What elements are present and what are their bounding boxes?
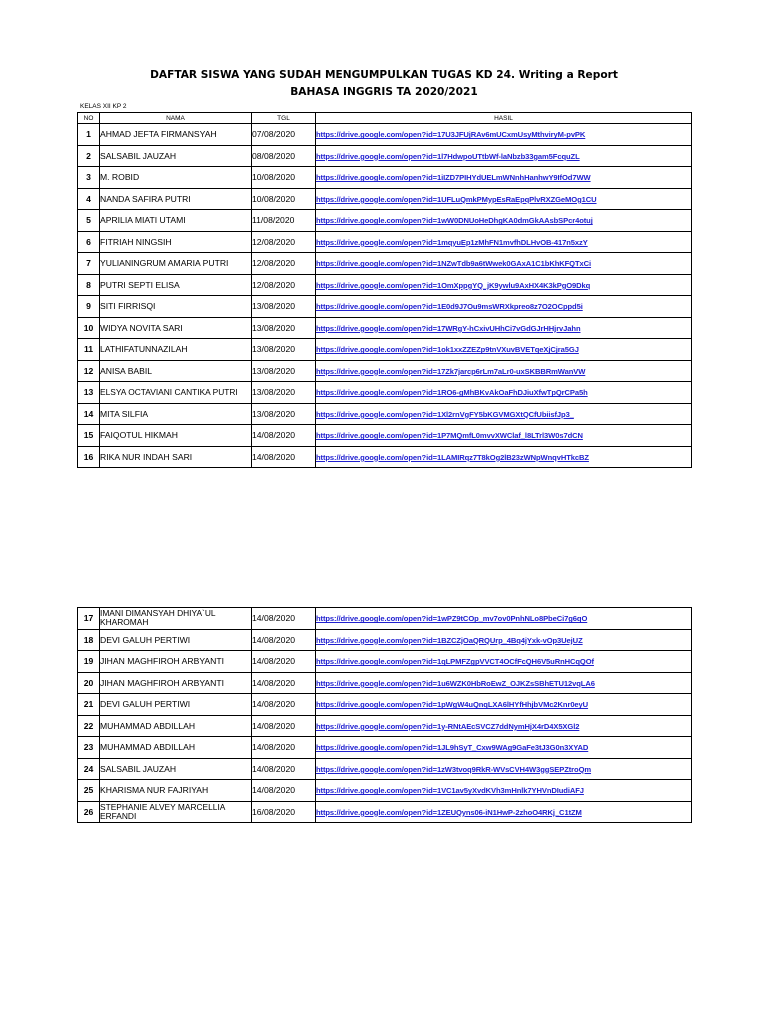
submission-date: 12/08/2020 <box>252 253 316 275</box>
student-name: M. ROBID <box>100 167 252 189</box>
student-name: DEVI GALUH PERTIWI <box>100 694 252 716</box>
class-label: KELAS XII KP 2 <box>80 103 127 110</box>
table-row <box>78 167 692 189</box>
submission-date: 11/08/2020 <box>252 210 316 232</box>
drive-link[interactable]: https://drive.google.com/open?id=17Zk7jarcp6rLm7aLr0-uxSKBBRmWanVW <box>316 366 586 376</box>
drive-link[interactable]: https://drive.google.com/open?id=1NZwTdb9a6tWwek0GAxA1C1bKhKFQTxCi <box>316 259 592 269</box>
row-number: 23 <box>78 737 100 759</box>
student-name: MITA SILFIA <box>100 403 252 425</box>
row-number: 15 <box>78 425 100 447</box>
header-nama: NAMA <box>100 113 252 124</box>
table-row <box>78 210 692 232</box>
student-name: JIHAN MAGHFIROH ARBYANTI <box>100 672 252 694</box>
student-name: ELSYA OCTAVIANI CANTIKA PUTRI <box>100 382 252 404</box>
row-number: 6 <box>78 231 100 253</box>
row-number: 19 <box>78 651 100 673</box>
table-row <box>78 403 692 425</box>
drive-link[interactable]: https://drive.google.com/open?id=1VC1av5yXvdKVh3mHnlk7YHVnDIudiAFJ <box>316 786 584 796</box>
table-row <box>78 651 692 673</box>
student-name: STEPHANIE ALVEY MARCELLIA ERFANDI <box>100 801 252 823</box>
drive-link[interactable]: https://drive.google.com/open?id=1wPZ9tCOp_mv7ov0PnhNLo8PbeCi7g6qO <box>316 614 588 624</box>
result-cell <box>316 145 692 167</box>
submission-date: 13/08/2020 <box>252 360 316 382</box>
result-cell <box>316 715 692 737</box>
table-row <box>78 446 692 468</box>
row-number: 4 <box>78 188 100 210</box>
table-row <box>78 758 692 780</box>
document-title: DAFTAR SISWA YANG SUDAH MENGUMPULKAN TUGAS KD 24. Writing a Report <box>150 69 618 81</box>
drive-link[interactable]: https://drive.google.com/open?id=17U3JFUjRAv6mUCxmUsyMthviryM-pvPK <box>316 130 586 140</box>
student-name: MUHAMMAD ABDILLAH <box>100 737 252 759</box>
result-cell <box>316 629 692 651</box>
submission-date: 13/08/2020 <box>252 296 316 318</box>
row-number: 25 <box>78 780 100 802</box>
submission-date: 07/08/2020 <box>252 124 316 146</box>
table-row <box>78 425 692 447</box>
result-cell <box>316 425 692 447</box>
submission-date: 12/08/2020 <box>252 274 316 296</box>
drive-link[interactable]: https://drive.google.com/open?id=1P7MQmfL0mvvXWClaf_l8LTrl3W0s7dCN <box>316 431 583 441</box>
row-number: 10 <box>78 317 100 339</box>
submission-date: 13/08/2020 <box>252 339 316 361</box>
table-row <box>78 317 692 339</box>
student-name: FAIQOTUL HIKMAH <box>100 425 252 447</box>
table-row <box>78 124 692 146</box>
result-cell <box>316 253 692 275</box>
row-number: 12 <box>78 360 100 382</box>
student-name: AHMAD JEFTA FIRMANSYAH <box>100 124 252 146</box>
student-name: KHARISMA NUR FAJRIYAH <box>100 780 252 802</box>
submission-date: 08/08/2020 <box>252 145 316 167</box>
table-row <box>78 737 692 759</box>
row-number: 26 <box>78 801 100 823</box>
student-name: SALSABIL JAUZAH <box>100 145 252 167</box>
drive-link[interactable]: https://drive.google.com/open?id=1RO6-gMhBKvAkOaFhDJiuXfwTpQrCPa5h <box>316 388 588 398</box>
drive-link[interactable]: https://drive.google.com/open?id=1iIZD7PIHYdUELmWNnhHanhwY9IfOd7WW <box>316 173 591 183</box>
row-number: 24 <box>78 758 100 780</box>
result-cell <box>316 317 692 339</box>
student-name: SALSABIL JAUZAH <box>100 758 252 780</box>
table-row <box>78 629 692 651</box>
drive-link[interactable]: https://drive.google.com/open?id=1ok1xxZZEZp9tnVXuvBVETqeXjCjra5GJ <box>316 345 579 355</box>
table-row <box>78 780 692 802</box>
drive-link[interactable]: https://drive.google.com/open?id=1qLPMFZgpVVCT4OCfFcQH6V5uRnHCqQOf <box>316 657 594 667</box>
row-number: 11 <box>78 339 100 361</box>
student-name: WIDYA NOVITA SARI <box>100 317 252 339</box>
student-name: PUTRI SEPTI ELISA <box>100 274 252 296</box>
student-name: SITI FIRRISQI <box>100 296 252 318</box>
table-row <box>78 274 692 296</box>
document-subtitle: BAHASA INGGRIS TA 2020/2021 <box>290 86 478 98</box>
drive-link[interactable]: https://drive.google.com/open?id=1zW3tvoq9RkR-WVsCVH4W3ggSEPZtroQm <box>316 764 592 774</box>
student-name: NANDA SAFIRA PUTRI <box>100 188 252 210</box>
result-cell <box>316 446 692 468</box>
row-number: 14 <box>78 403 100 425</box>
row-number: 21 <box>78 694 100 716</box>
submission-date: 14/08/2020 <box>252 629 316 651</box>
header-tgl: TGL <box>252 113 316 124</box>
result-cell <box>316 296 692 318</box>
table-row <box>78 694 692 716</box>
table-row <box>78 672 692 694</box>
student-name: APRILIA MIATI UTAMI <box>100 210 252 232</box>
result-cell <box>316 758 692 780</box>
submission-date: 12/08/2020 <box>252 231 316 253</box>
result-cell <box>316 231 692 253</box>
student-name: ANISA BABIL <box>100 360 252 382</box>
drive-link[interactable]: https://drive.google.com/open?id=1pWgW4uQnqLXA6lHYfHhjbVMc2Knr0eyU <box>316 700 589 710</box>
submission-date: 14/08/2020 <box>252 425 316 447</box>
row-number: 20 <box>78 672 100 694</box>
result-cell <box>316 167 692 189</box>
table-row <box>78 360 692 382</box>
student-name: JIHAN MAGHFIROH ARBYANTI <box>100 651 252 673</box>
student-table-page-1 <box>77 112 692 468</box>
table-header-row <box>78 113 692 124</box>
submission-date: 14/08/2020 <box>252 694 316 716</box>
table-row <box>78 231 692 253</box>
result-cell <box>316 651 692 673</box>
row-number: 7 <box>78 253 100 275</box>
student-name: RIKA NUR INDAH SARI <box>100 446 252 468</box>
submission-date: 14/08/2020 <box>252 780 316 802</box>
submission-date: 14/08/2020 <box>252 737 316 759</box>
drive-link[interactable]: https://drive.google.com/open?id=1u6WZK0HbRoEwZ_OJKZsSBhETU12vqLA6 <box>316 678 595 688</box>
submission-date: 13/08/2020 <box>252 382 316 404</box>
table-row <box>78 715 692 737</box>
drive-link[interactable]: https://drive.google.com/open?id=1y-RNtAEcSVCZ7ddNymHjX4rD4X5XGl2 <box>316 721 580 731</box>
drive-link[interactable]: https://drive.google.com/open?id=1E0d9J7Ou9msWRXkpreo8z7O2OCppd5i <box>316 302 583 312</box>
submission-date: 10/08/2020 <box>252 188 316 210</box>
student-name: MUHAMMAD ABDILLAH <box>100 715 252 737</box>
row-number: 16 <box>78 446 100 468</box>
table-row <box>78 253 692 275</box>
student-name: DEVI GALUH PERTIWI <box>100 629 252 651</box>
student-name: IMANI DIMANSYAH DHIYA`UL KHAROMAH <box>100 608 252 630</box>
submission-date: 14/08/2020 <box>252 672 316 694</box>
result-cell <box>316 801 692 823</box>
drive-link[interactable]: https://drive.google.com/open?id=1OmXppgYQ_jK9ywlu9AxHX4K3kPgO9Dkq <box>316 280 591 290</box>
header-no: NO <box>78 113 100 124</box>
row-number: 22 <box>78 715 100 737</box>
row-number: 5 <box>78 210 100 232</box>
drive-link[interactable]: https://drive.google.com/open?id=1LAMIRqz7T8kOg2lB23zWNpWnqvHTkcBZ <box>316 452 589 462</box>
row-number: 3 <box>78 167 100 189</box>
submission-date: 14/08/2020 <box>252 715 316 737</box>
table-row <box>78 801 692 823</box>
submission-date: 14/08/2020 <box>252 651 316 673</box>
result-cell <box>316 403 692 425</box>
row-number: 18 <box>78 629 100 651</box>
result-cell <box>316 672 692 694</box>
result-cell <box>316 360 692 382</box>
result-cell <box>316 737 692 759</box>
drive-link[interactable]: https://drive.google.com/open?id=1Xl2rnVgFY5bKGVMGXtQCfUbiisfJp3_ <box>316 409 574 419</box>
result-cell <box>316 339 692 361</box>
result-cell <box>316 188 692 210</box>
table-row <box>78 339 692 361</box>
result-cell <box>316 124 692 146</box>
submission-date: 14/08/2020 <box>252 758 316 780</box>
drive-link[interactable]: https://drive.google.com/open?id=17WRgY-hCxivUHhCi7vGdGJrHHjrvJahn <box>316 323 581 333</box>
drive-link[interactable]: https://drive.google.com/open?id=1JL9hSyT_Cxw9WAg9GaFe3tJ3G0n3XYAD <box>316 743 589 753</box>
drive-link[interactable]: https://drive.google.com/open?id=1ZEUQyns06-iN1HwP-2zhoO4RKj_C1tZM <box>316 807 582 817</box>
table-row <box>78 382 692 404</box>
result-cell <box>316 274 692 296</box>
student-name: FITRIAH NINGSIH <box>100 231 252 253</box>
row-number: 9 <box>78 296 100 318</box>
student-table-page-2 <box>77 607 692 823</box>
header-hasil: HASIL <box>316 113 692 124</box>
row-number: 13 <box>78 382 100 404</box>
submission-date: 10/08/2020 <box>252 167 316 189</box>
drive-link[interactable]: https://drive.google.com/open?id=1wW0DNUoHeDhgKA0dmGkAAsbSPcr4otuj <box>316 216 593 226</box>
result-cell <box>316 382 692 404</box>
row-number: 8 <box>78 274 100 296</box>
result-cell <box>316 608 692 630</box>
result-cell <box>316 780 692 802</box>
submission-date: 13/08/2020 <box>252 403 316 425</box>
drive-link[interactable]: https://drive.google.com/open?id=1l7HdwpoUTtbWf-laNbzb33gam5FcquZL <box>316 151 580 161</box>
table-row <box>78 296 692 318</box>
submission-date: 16/08/2020 <box>252 801 316 823</box>
submission-date: 14/08/2020 <box>252 446 316 468</box>
student-name: LATHIFATUNNAZILAH <box>100 339 252 361</box>
drive-link[interactable]: https://drive.google.com/open?id=1BZCZjOaQRQUrp_4Bq4jYxk-vOp3UejUZ <box>316 635 583 645</box>
submission-date: 13/08/2020 <box>252 317 316 339</box>
row-number: 1 <box>78 124 100 146</box>
table-row <box>78 608 692 630</box>
result-cell <box>316 210 692 232</box>
student-name: YULIANINGRUM AMARIA PUTRI <box>100 253 252 275</box>
table-row <box>78 145 692 167</box>
submission-date: 14/08/2020 <box>252 608 316 630</box>
row-number: 2 <box>78 145 100 167</box>
table-row <box>78 188 692 210</box>
drive-link[interactable]: https://drive.google.com/open?id=1mqyuEp1zMhFN1mvfhDLHvOB-417n5xzY <box>316 237 588 247</box>
result-cell <box>316 694 692 716</box>
drive-link[interactable]: https://drive.google.com/open?id=1UFLuQmkPMypEsRaEpqPlvRXZGeMOg1CU <box>316 194 597 204</box>
row-number: 17 <box>78 608 100 630</box>
